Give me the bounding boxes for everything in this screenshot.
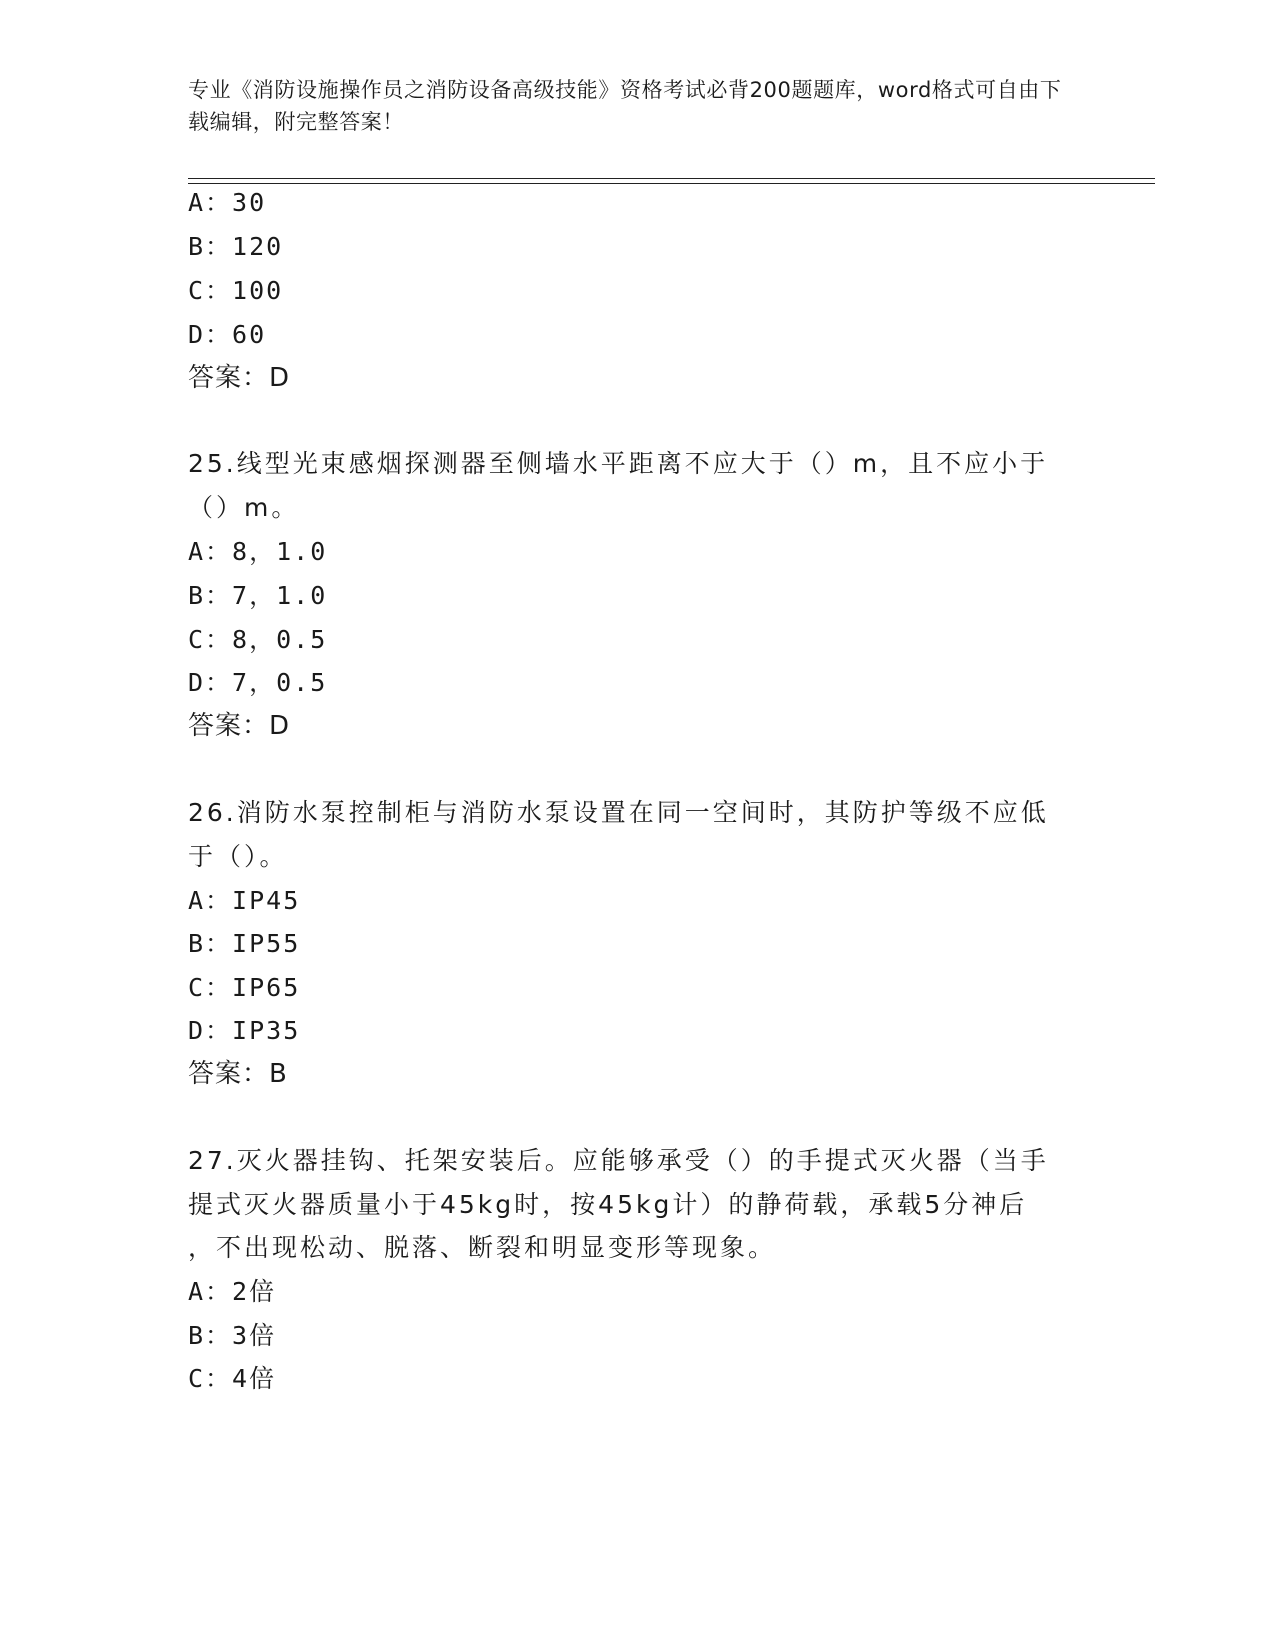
option-a: A：30 <box>188 188 267 217</box>
question-text: 25.线型光束感烟探测器至侧墙水平距离不应大于（）m，且不应小于 <box>188 449 1049 478</box>
question-text: 27.灭火器挂钩、托架安装后。应能够承受（）的手提式灭火器（当手 <box>188 1146 1049 1175</box>
question-text-continued: （）m。 <box>188 493 300 522</box>
option-a: A：2倍 <box>188 1277 277 1306</box>
option-c: C：8，0.5 <box>188 625 328 654</box>
option-b: B：3倍 <box>188 1321 277 1350</box>
option-c: C：IP65 <box>188 973 301 1002</box>
option-b: B：7，1.0 <box>188 581 328 610</box>
option-b: B：IP55 <box>188 929 301 958</box>
answer: 答案：D <box>188 363 291 393</box>
option-c: C：100 <box>188 276 284 305</box>
option-a: A：8，1.0 <box>188 537 328 566</box>
document-header: 专业《消防设施操作员之消防设备高级技能》资格考试必背200题题库，word格式可自由下载编辑，附完整答案！ <box>188 78 1062 134</box>
option-d: D：60 <box>188 320 267 349</box>
header-divider-bottom <box>188 183 1155 184</box>
question-text-continued: 提式灭火器质量小于45kg时，按45kg计）的静荷载，承载5分神后 <box>188 1190 1028 1219</box>
option-c: C：4倍 <box>188 1364 277 1393</box>
question-text-continued: ，不出现松动、脱落、断裂和明显变形等现象。 <box>188 1233 777 1262</box>
question-text-continued: 于（）。 <box>188 842 288 871</box>
option-a: A：IP45 <box>188 886 301 915</box>
option-d: D：7，0.5 <box>188 668 328 697</box>
answer: 答案：D <box>188 711 291 741</box>
answer: 答案：B <box>188 1059 288 1089</box>
header-divider-top <box>188 178 1155 179</box>
option-d: D：IP35 <box>188 1016 301 1045</box>
question-text: 26.消防水泵控制柜与消防水泵设置在同一空间时，其防护等级不应低 <box>188 798 1049 827</box>
option-b: B：120 <box>188 232 284 261</box>
